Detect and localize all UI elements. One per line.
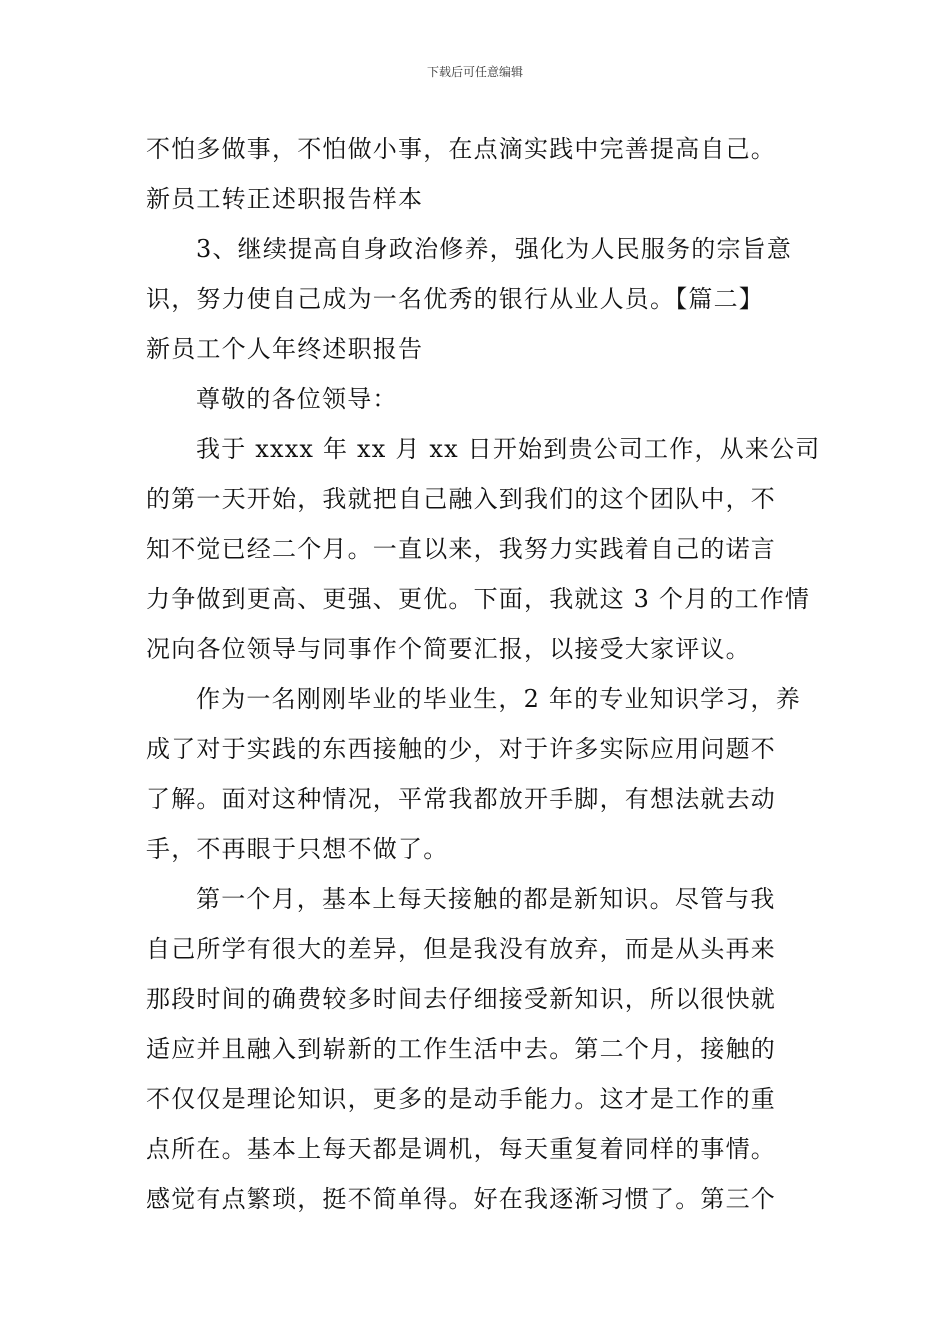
text-line: 3、继续提高自身政治修养，强化为人民服务的宗旨意	[196, 235, 793, 263]
text-line: 不仅仅是理论知识，更多的是动手能力。这才是工作的重	[146, 1085, 776, 1113]
text-line: 感觉有点繁琐，挺不简单得。好在我逐渐习惯了。第三个	[146, 1185, 776, 1213]
text-line: 力争做到更高、更强、更优。下面，我就这 3 个月的工作情	[146, 585, 811, 613]
text-line: 我于 xxxx 年 xx 月 xx 日开始到贵公司工作，从来公司	[196, 435, 821, 463]
section-title: 新员工个人年终述职报告	[146, 335, 424, 363]
text-line: 识，努力使自己成为一名优秀的银行从业人员。【篇二】	[146, 285, 764, 313]
document-body	[146, 124, 821, 1224]
text-line: 第一个月，基本上每天接触的都是新知识。尽管与我	[196, 885, 776, 913]
section-title: 新员工转正述职报告样本	[146, 185, 424, 213]
text-line: 点所在。基本上每天都是调机，每天重复着同样的事情。	[146, 1135, 776, 1163]
salutation: 尊敬的各位领导：	[196, 385, 398, 413]
text-line: 的第一天开始，我就把自己融入到我们的这个团队中，不	[146, 485, 776, 513]
text-line: 成了对于实践的东西接触的少，对于许多实际应用问题不	[146, 735, 776, 763]
text-line: 不怕多做事，不怕做小事，在点滴实践中完善提高自己。	[146, 135, 776, 163]
text-line: 自己所学有很大的差异，但是我没有放弃，而是从头再来	[146, 935, 776, 963]
text-line: 那段时间的确费较多时间去仔细接受新知识，所以很快就	[146, 985, 776, 1013]
page-header: 下载后可任意编辑	[426, 65, 523, 79]
text-line: 适应并且融入到崭新的工作生活中去。第二个月，接触的	[146, 1035, 776, 1063]
text-line: 况向各位领导与同事作个简要汇报，以接受大家评议。	[146, 635, 751, 663]
text-line: 手，不再眼于只想不做了。	[146, 835, 449, 863]
text-line: 知不觉已经二个月。一直以来，我努力实践着自己的诺言	[146, 535, 776, 563]
text-line: 了解。面对这种情况，平常我都放开手脚，有想法就去动	[146, 785, 776, 813]
text-line: 作为一名刚刚毕业的毕业生，2 年的专业知识学习，养	[196, 685, 801, 713]
